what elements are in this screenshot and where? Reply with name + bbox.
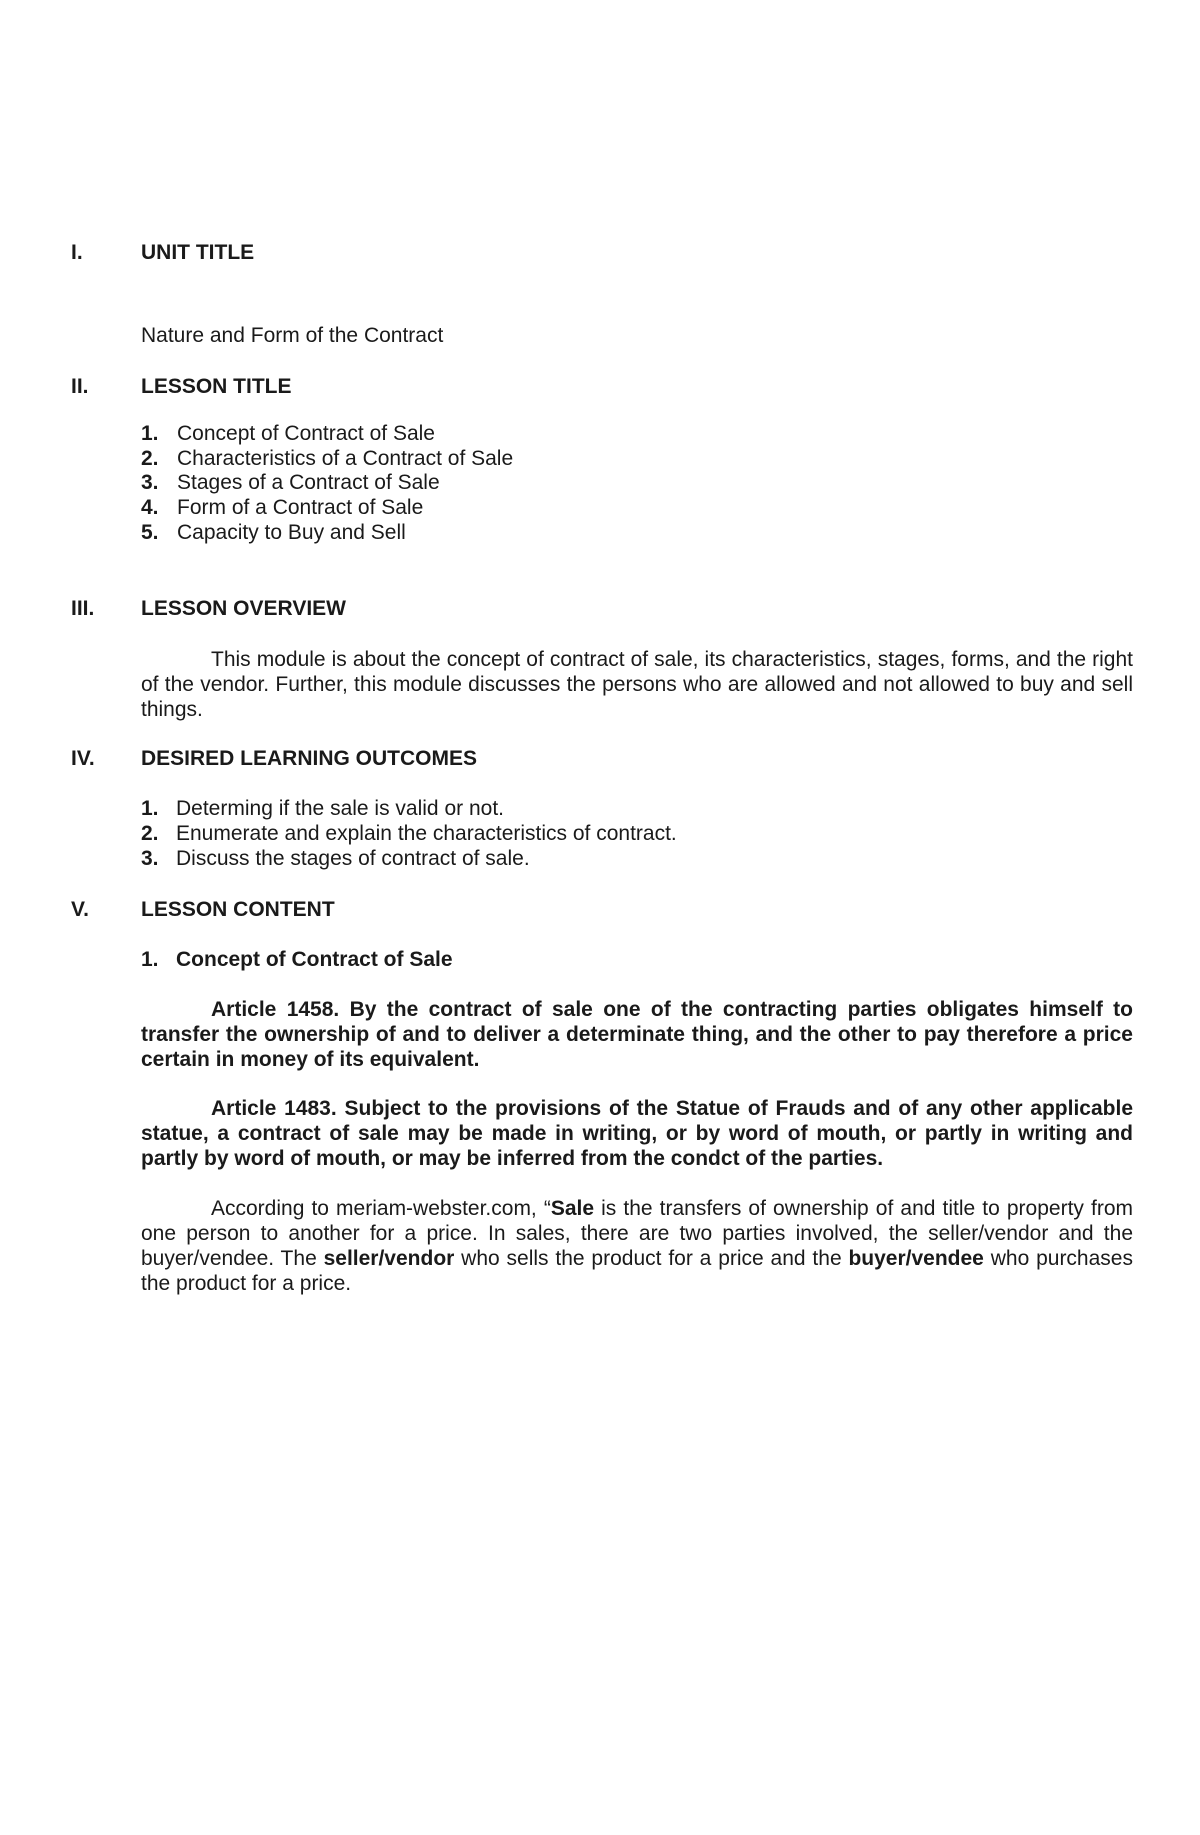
list-number: 1. [141, 948, 159, 971]
list-text: Concept of Contract of Sale [177, 422, 435, 445]
list-text: Discuss the stages of contract of sale. [176, 847, 530, 870]
lesson-title-item [141, 446, 513, 471]
overview-paragraph [141, 647, 1133, 722]
list-number: 1. [141, 422, 159, 445]
section-numeral-4: IV. [71, 747, 95, 770]
list-text: Characteristics of a Contract of Sale [177, 447, 514, 470]
lesson-title-item [141, 495, 423, 520]
outcome-item [141, 821, 677, 846]
outcome-item [141, 796, 504, 821]
subheading-text: Concept of Contract of Sale [176, 948, 453, 971]
definition-paragraph [141, 1196, 1133, 1296]
lesson-title-item [141, 421, 435, 446]
list-number: 3. [141, 471, 159, 494]
section-title-lesson-title: LESSON TITLE [141, 375, 292, 398]
list-number: 1. [141, 797, 159, 820]
section-title-lesson-overview: LESSON OVERVIEW [141, 597, 346, 620]
article-1458-paragraph [141, 997, 1133, 1072]
overview-text: This module is about the concept of contract of sale, its characteristics, stages, forms, and the right of the vendor. Further, this module discusses the persons who are allowed and not allowed to buy and sell things. [141, 648, 1133, 721]
lesson-title-item [141, 520, 406, 545]
lesson-title-item [141, 470, 440, 495]
section-title-lesson-content: LESSON CONTENT [141, 898, 335, 921]
list-text: Capacity to Buy and Sell [177, 521, 406, 544]
list-text: Determing if the sale is valid or not. [176, 797, 504, 820]
list-text: Enumerate and explain the characteristics of contract. [176, 822, 677, 845]
list-text: Stages of a Contract of Sale [177, 471, 440, 494]
section-title-learning-outcomes: DESIRED LEARNING OUTCOMES [141, 747, 478, 770]
list-text: Form of a Contract of Sale [177, 496, 424, 519]
section-numeral-1: I. [71, 241, 83, 264]
term-seller-vendor: seller/vendor [323, 1247, 455, 1270]
definition-text-1: According to meriam-webster.com, “ [211, 1197, 551, 1220]
section-numeral-3: III. [71, 597, 95, 620]
article-1483-text: Article 1483. Subject to the provisions of the Statue of Frauds and of any other applicable statue, a contract of sale may be made in writing, or by word of mouth, or partly in writing and partly by word of mouth, or may be inferred from the condct of the parties. [141, 1097, 1133, 1170]
list-number: 4. [141, 496, 159, 519]
content-subheading [141, 947, 453, 972]
list-number: 2. [141, 822, 159, 845]
unit-title-text: Nature and Form of the Contract [141, 324, 444, 347]
definition-text-2: is the transfers of ownership of and title to property from one person to another for a price. In sales, there are two parties involved, the seller/vendor and the buyer/vendee. The [141, 1197, 1133, 1270]
term-buyer-vendee: buyer/vendee [848, 1247, 984, 1270]
outcome-item [141, 846, 530, 871]
article-1458-text: Article 1458. By the contract of sale one of the contracting parties obligates himself to transfer the ownership of and to deliver a determinate thing, and the other to pay therefore a price certain in money of its equivalent. [141, 998, 1133, 1071]
list-number: 2. [141, 447, 159, 470]
article-1483-paragraph [141, 1096, 1133, 1171]
section-numeral-5: V. [71, 898, 89, 921]
list-number: 3. [141, 847, 159, 870]
term-sale: Sale [550, 1197, 595, 1220]
section-numeral-2: II. [71, 375, 89, 398]
list-number: 5. [141, 521, 159, 544]
definition-text-3: who sells the product for a price and the [454, 1247, 849, 1270]
section-title-unit-title: UNIT TITLE [141, 241, 255, 264]
definition-text-4: who purchases the product for a price. [141, 1247, 1133, 1295]
